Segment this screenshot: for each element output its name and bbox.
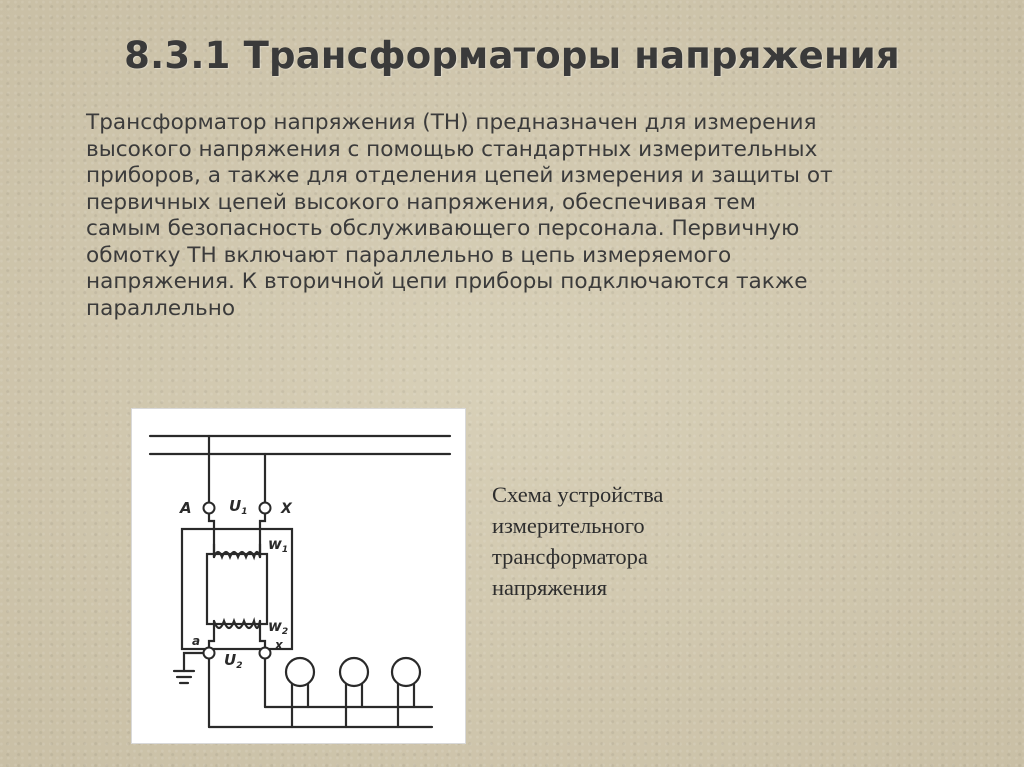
label-terminal-a: a [192,634,201,648]
caption-line: Схема устройства [492,482,664,507]
label-voltage-u2: $U_2$ [224,651,243,671]
meter-2 [340,658,368,727]
label-terminal-A: A [180,499,192,517]
body-line: самым безопасность обслуживающего персонала. Первичную [86,216,800,241]
body-line: высокого напряжения с помощью стандартных измерительных [86,136,818,162]
slide-title: 8.3.1 Трансформаторы напряжения [124,34,900,77]
caption-line: напряжения [492,575,608,600]
transformer-schematic-figure [131,408,466,744]
transformer-core-window [207,554,267,624]
terminal-X-icon [260,503,271,514]
body-line: параллельно [86,295,236,321]
terminal-A-icon [204,503,215,514]
body-paragraph [86,110,942,322]
transformer-schematic [132,409,465,743]
figure-caption [492,479,752,603]
body-line: напряжения. К вторичной цепи приборы подключаются также [86,269,808,294]
caption-line: трансформатора [492,544,648,569]
label-voltage-u1: $U_1$ [229,497,248,517]
caption-line: измерительного [492,513,645,538]
body-line: обмотку ТН включают параллельно в цепь измеряемого [86,242,732,268]
body-line: приборов, а также для отделения цепей измерения и защиты от [86,163,833,188]
meter-3 [392,658,420,727]
terminal-x-icon [260,648,271,659]
meter-1 [286,658,314,727]
label-winding-w2: $w_2$ [268,617,289,637]
terminal-a-icon [204,648,215,659]
label-winding-w1: $w_1$ [268,535,289,555]
label-terminal-x: x [275,638,283,652]
ground-lead [184,653,204,671]
body-line: первичных цепей высокого напряжения, обеспечивая тем [86,189,756,215]
primary-winding-coils [214,552,260,557]
body-line: Трансформатор напряжения (ТН) предназначен для измерения [86,110,817,135]
label-terminal-X: X [281,501,292,517]
